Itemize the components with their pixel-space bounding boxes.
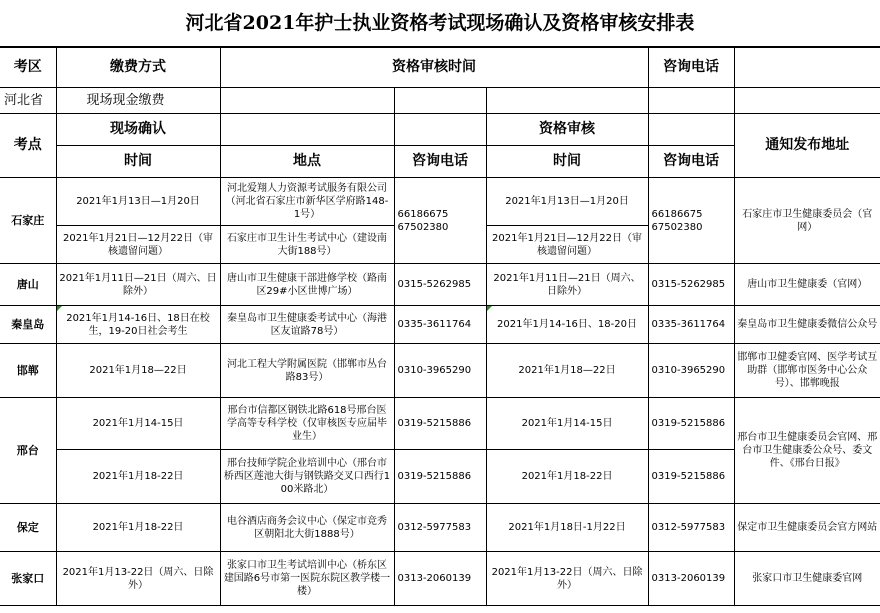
onsite-phone: 0319-5215886 xyxy=(394,398,486,450)
onsite-time: 2021年1月18—22日 xyxy=(56,344,220,398)
empty-cell xyxy=(220,88,394,114)
header-row xyxy=(0,48,880,88)
header-consult-phone: 咨询电话 xyxy=(648,48,734,88)
onsite-phone: 0315-5262985 xyxy=(394,264,486,306)
phone-line: 67502380 xyxy=(651,221,703,233)
review-phone: 0310-3965290 xyxy=(648,344,734,398)
subheader-location: 地点 xyxy=(220,146,394,178)
notice-address: 张家口市卫生健康委官网 xyxy=(734,552,880,606)
subheader-onsite-confirm: 现场确认 xyxy=(56,114,220,146)
review-time: 2021年1月14-15日 xyxy=(486,398,648,450)
onsite-phone: 0335-3611764 xyxy=(394,306,486,344)
empty-cell xyxy=(394,88,486,114)
empty-cell xyxy=(648,88,734,114)
review-time: 2021年1月13-22日（周六、日除外） xyxy=(486,552,648,606)
header-review-time: 资格审核时间 xyxy=(220,48,648,88)
onsite-phone: 0319-5215886 xyxy=(394,450,486,504)
notice-address: 唐山市卫生健康委（官网） xyxy=(734,264,880,306)
onsite-time: 2021年1月13-22日（周六、日除外） xyxy=(56,552,220,606)
subheader-notice-address: 通知发布地址 xyxy=(734,114,880,178)
onsite-time: 2021年1月13日—1月20日 xyxy=(56,178,220,226)
onsite-location: 邢台市信都区钢铁北路618号邢台医学高等专科学校（仅审核医专应届毕业生） xyxy=(220,398,394,450)
empty-cell xyxy=(394,114,486,146)
table-row xyxy=(0,178,880,226)
table-row xyxy=(0,504,880,552)
city-tangshan: 唐山 xyxy=(0,264,56,306)
review-time: 2021年1月13日—1月20日 xyxy=(486,178,648,226)
city-xingtai: 邢台 xyxy=(0,398,56,504)
review-phone: 0313-2060139 xyxy=(648,552,734,606)
subheader-phone: 咨询电话 xyxy=(394,146,486,178)
onsite-location: 电谷酒店商务会议中心（保定市竞秀区朝阳北大街1888号） xyxy=(220,504,394,552)
header-payment-method: 缴费方式 xyxy=(56,48,220,88)
header-exam-area: 考区 xyxy=(0,48,56,88)
review-phone: 0315-5262985 xyxy=(648,264,734,306)
schedule-table xyxy=(0,47,880,606)
notice-address: 保定市卫生健康委员会官方网站 xyxy=(734,504,880,552)
onsite-location: 邢台技师学院企业培训中心（邢台市桥西区莲池大街与钢铁路交叉口西行100米路北） xyxy=(220,450,394,504)
onsite-location: 张家口市卫生考试培训中心（桥东区建国路6号市第一医院东院区教学楼一楼） xyxy=(220,552,394,606)
table-row xyxy=(0,264,880,306)
empty-cell xyxy=(486,88,648,114)
onsite-time: 2021年1月11日—21日（周六、日除外） xyxy=(56,264,220,306)
onsite-location: 秦皇岛市卫生健康委考试中心（海港区友谊路78号） xyxy=(220,306,394,344)
review-time: 2021年1月21日—12月22日（审核遗留问题） xyxy=(486,226,648,264)
page-title: 河北省2021年护士执业资格考试现场确认及资格审核安排表 xyxy=(0,0,880,47)
table-row xyxy=(0,344,880,398)
review-time: 2021年1月18-22日 xyxy=(486,450,648,504)
review-phone: 0319-5215886 xyxy=(648,450,734,504)
empty-cell xyxy=(220,114,394,146)
review-phone: 0335-3611764 xyxy=(648,306,734,344)
review-time: 2021年1月14-16日、18-20日 xyxy=(486,306,648,344)
table-row xyxy=(0,398,880,450)
review-time: 2021年1月18—22日 xyxy=(486,344,648,398)
onsite-time: 2021年1月14-16日、18日在校生，19-20日社会考生 xyxy=(56,306,220,344)
onsite-time: 2021年1月14-15日 xyxy=(56,398,220,450)
onsite-time: 2021年1月21日—12月22日（审核遗留问题） xyxy=(56,226,220,264)
table-row xyxy=(0,306,880,344)
notice-address: 邯郸市卫健委官网、医学考试互助群（邯郸市医务中心公众号）、邯郸晚报 xyxy=(734,344,880,398)
province-payment: 现场现金缴费 xyxy=(56,88,220,114)
review-time: 2021年1月11日—21日（周六、日除外） xyxy=(486,264,648,306)
city-baoding: 保定 xyxy=(0,504,56,552)
review-phone xyxy=(648,178,734,264)
onsite-phone: 0313-2060139 xyxy=(394,552,486,606)
city-qinhuangdao: 秦皇岛 xyxy=(0,306,56,344)
empty-cell xyxy=(734,88,880,114)
subheader-time: 时间 xyxy=(56,146,220,178)
phone-line: 66186675 xyxy=(397,208,449,220)
table-row xyxy=(0,552,880,606)
review-time: 2021年1月18日-1月22日 xyxy=(486,504,648,552)
onsite-phone: 0310-3965290 xyxy=(394,344,486,398)
subheader-review-time: 时间 xyxy=(486,146,648,178)
onsite-phone: 0312-5977583 xyxy=(394,504,486,552)
city-handan: 邯郸 xyxy=(0,344,56,398)
phone-line: 66186675 xyxy=(651,208,703,220)
onsite-location: 唐山市卫生健康干部进修学校（路南区29#小区世博广场） xyxy=(220,264,394,306)
phone-line: 67502380 xyxy=(397,221,449,233)
header-empty xyxy=(734,48,880,88)
province-row xyxy=(0,88,880,114)
notice-address: 邢台市卫生健康委员会官网、邢台市卫生健康委公众号、委文件、《邢台日报》 xyxy=(734,398,880,504)
review-phone: 0319-5215886 xyxy=(648,398,734,450)
subheader-row-1 xyxy=(0,114,880,146)
city-shijiazhuang: 石家庄 xyxy=(0,178,56,264)
empty-cell xyxy=(648,114,734,146)
onsite-time: 2021年1月18-22日 xyxy=(56,450,220,504)
onsite-location: 石家庄市卫生计生考试中心（建设南大街188号） xyxy=(220,226,394,264)
onsite-phone xyxy=(394,178,486,264)
city-zhangjiakou: 张家口 xyxy=(0,552,56,606)
subheader-exam-point: 考点 xyxy=(0,114,56,178)
subheader-qualification-review: 资格审核 xyxy=(486,114,648,146)
notice-address: 石家庄市卫生健康委员会（官网） xyxy=(734,178,880,264)
onsite-location: 河北工程大学附属医院（邯郸市丛台路83号） xyxy=(220,344,394,398)
province-area: 河北省 xyxy=(0,88,56,114)
notice-address: 秦皇岛市卫生健康委微信公众号 xyxy=(734,306,880,344)
subheader-review-phone: 咨询电话 xyxy=(648,146,734,178)
onsite-location: 河北爱翔人力资源考试服务有限公司（河北省石家庄市新华区学府路148-1号） xyxy=(220,178,394,226)
review-phone: 0312-5977583 xyxy=(648,504,734,552)
onsite-time: 2021年1月18-22日 xyxy=(56,504,220,552)
